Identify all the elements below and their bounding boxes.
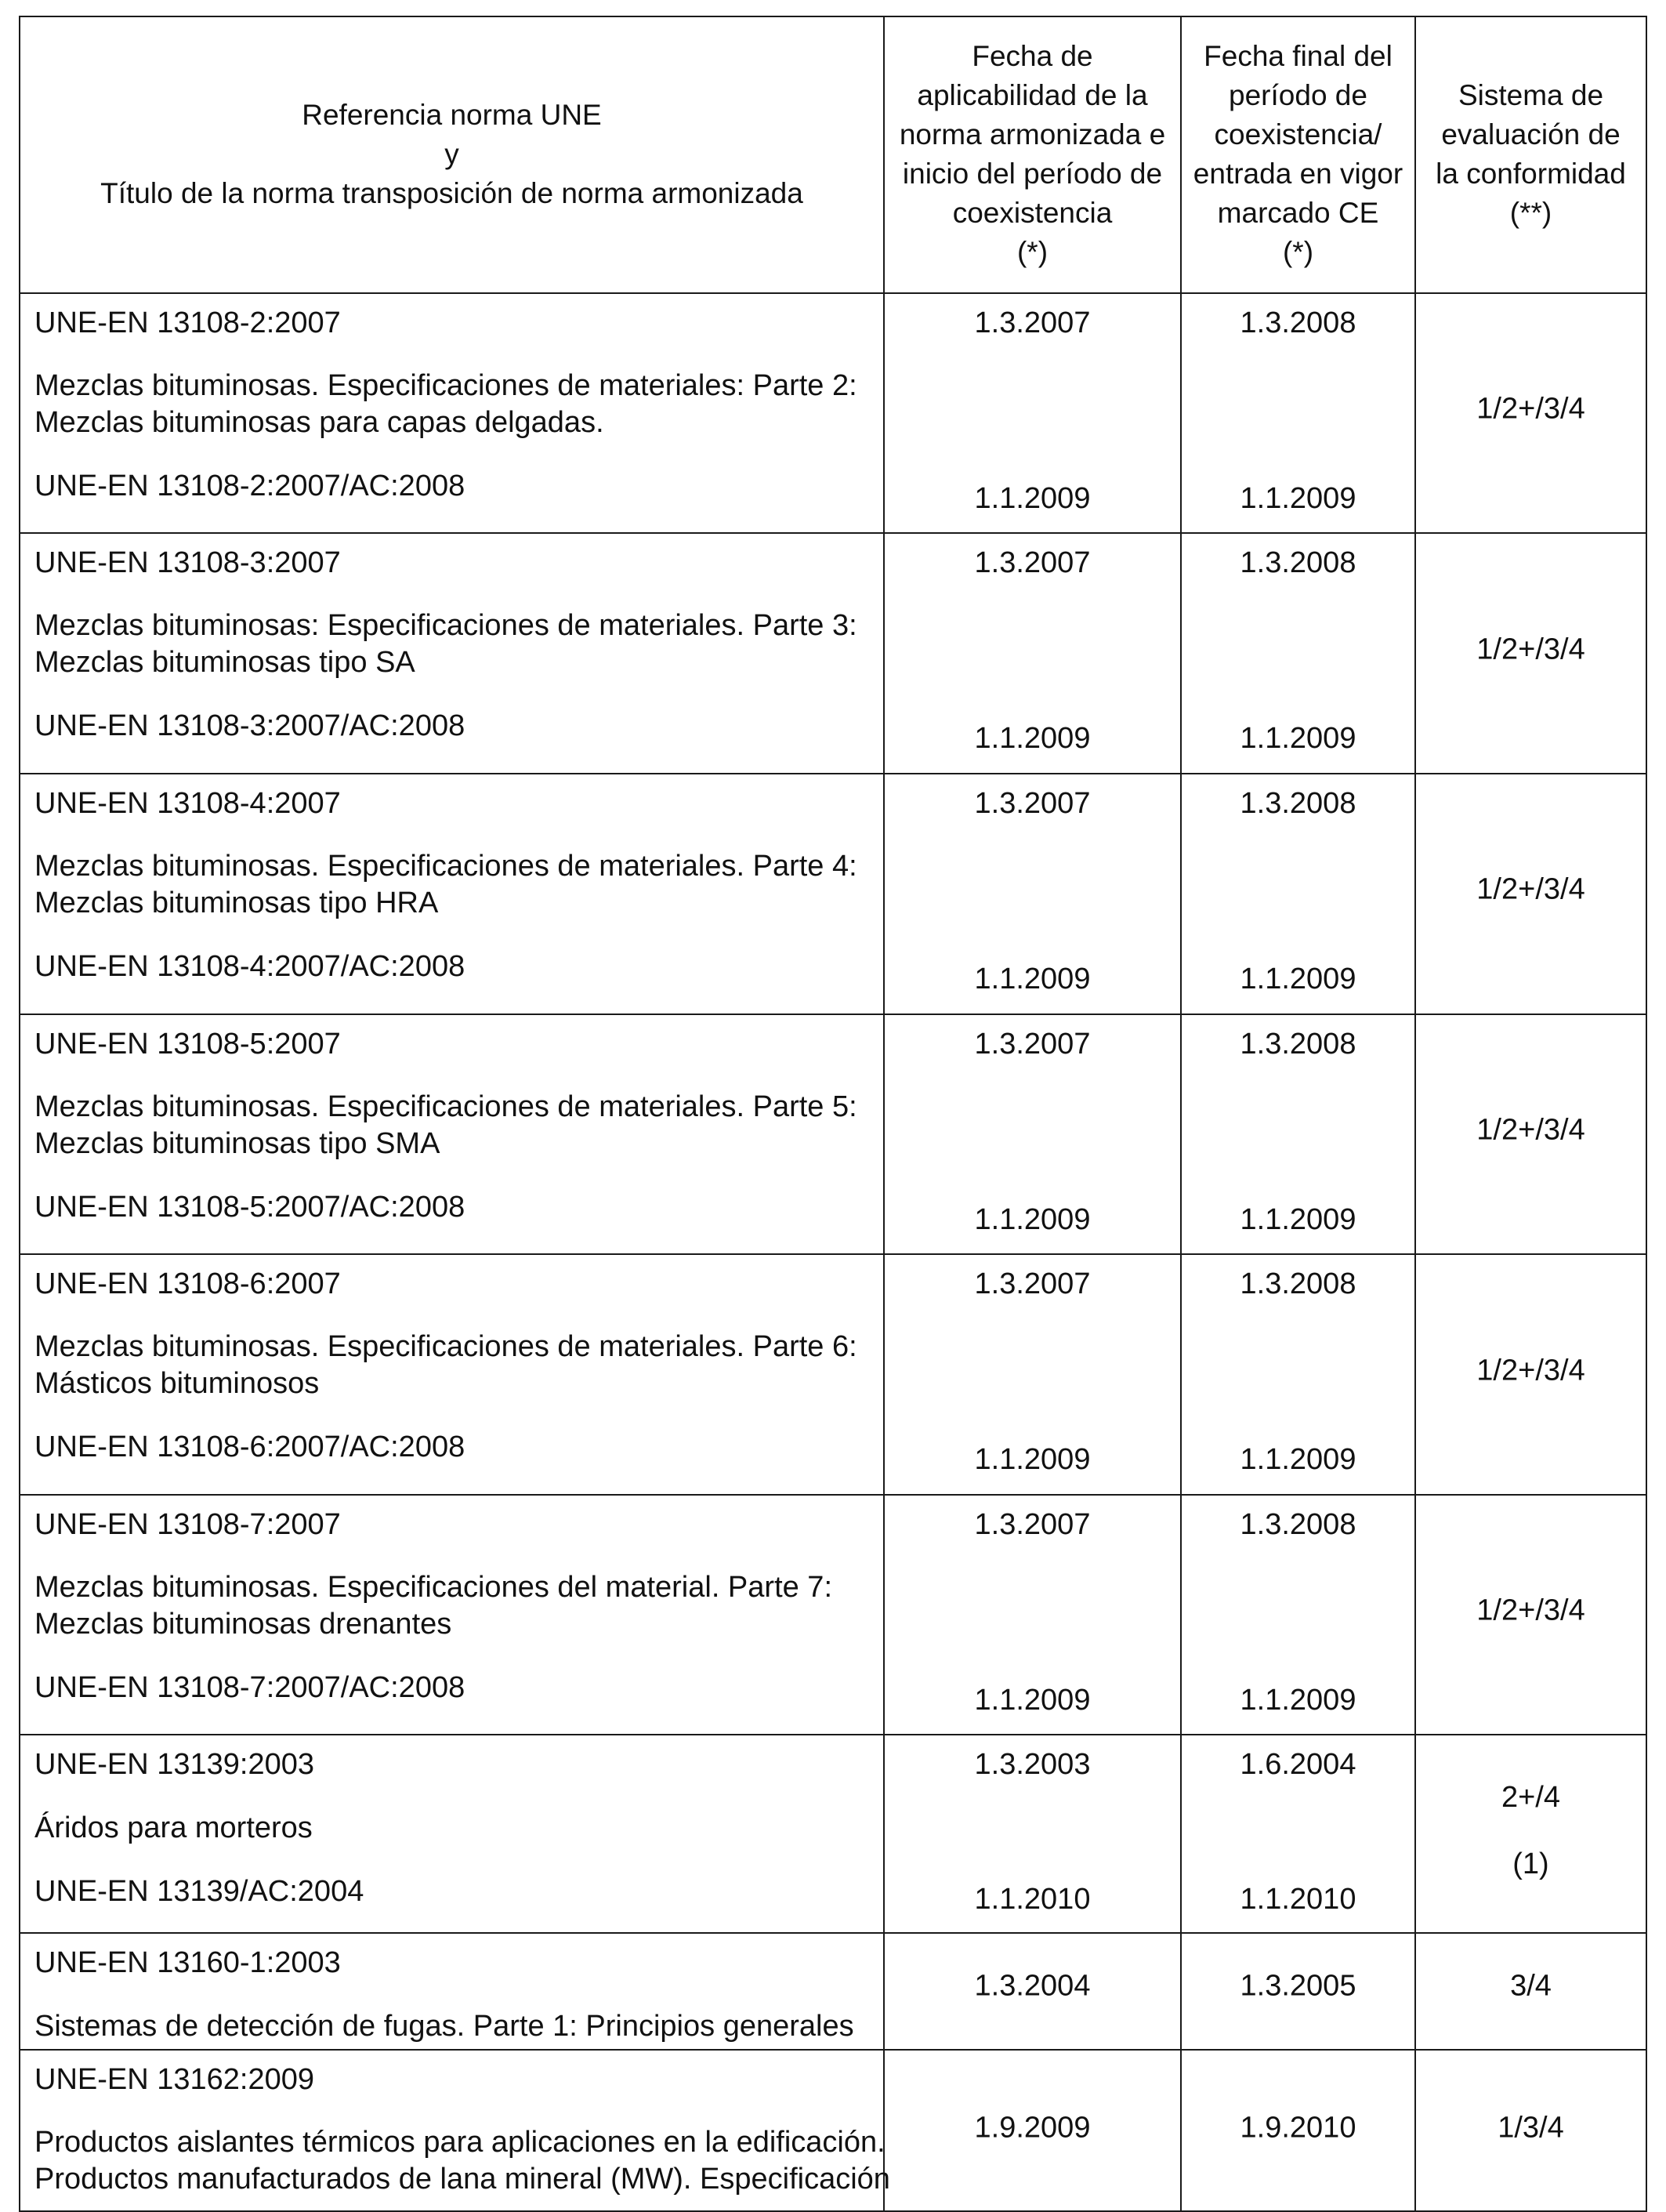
applicability-date: 1.3.2007 — [974, 786, 1091, 820]
date-wrap — [1182, 774, 1414, 1006]
header-text: Sistema de — [1458, 79, 1604, 112]
reference-cell — [20, 1014, 884, 1255]
standard-reference: UNE-EN 13160-1:2003 — [34, 1945, 341, 1979]
end-date: 1.3.2008 — [1240, 1507, 1356, 1541]
header-text: marcado CE — [1217, 197, 1379, 230]
standard-title-line: Mezclas bituminosas. Especificaciones de materiales. Parte 6: — [34, 1330, 857, 1364]
standard-title-line: Productos aislantes térmicos para aplicaciones en la edificación. — [34, 2125, 886, 2159]
system-stack — [1416, 391, 1646, 428]
standard-reference: UNE-EN 13108-3:2007 — [34, 546, 341, 580]
amendment-applicability-date: 1.1.2009 — [974, 1443, 1091, 1477]
system-wrap — [1416, 1735, 1646, 1926]
date-wrap — [1182, 1496, 1414, 1727]
end-date-cell — [1181, 533, 1415, 774]
date-wrap — [885, 534, 1180, 765]
conformity-system: 1/2+/3/4 — [1476, 1354, 1585, 1387]
system-wrap — [1416, 1015, 1646, 1246]
applicability-date-cell — [884, 1014, 1181, 1255]
standard-title-line: Mezclas bituminosas. Especificaciones de materiales: Parte 2: — [34, 368, 857, 402]
reference-cell — [20, 293, 884, 534]
standard-title — [20, 1810, 883, 1847]
conformity-system-cell — [1415, 774, 1646, 1014]
date-wrap — [885, 2051, 1180, 2206]
reference-cell — [20, 774, 884, 1014]
header-text: Referencia norma UNE — [302, 99, 602, 132]
system-stack — [1416, 1593, 1646, 1630]
reference-stack — [20, 1255, 883, 1466]
amendment-reference: UNE-EN 13108-7:2007/AC:2008 — [34, 1670, 465, 1704]
date-wrap — [885, 294, 1180, 525]
date-wrap — [885, 774, 1180, 1006]
standard-title-line: Sistemas de detección de fugas. Parte 1: Principios generales — [34, 2009, 854, 2043]
header-text: evaluación de — [1441, 118, 1621, 151]
standard-title — [20, 1329, 883, 1402]
standard-reference: UNE-EN 13108-2:2007 — [34, 306, 341, 339]
system-wrap — [1416, 1255, 1646, 1486]
table-row — [20, 2050, 1646, 2212]
header-text: y — [444, 138, 459, 171]
reference-cell — [20, 1735, 884, 1933]
header-reference — [20, 16, 884, 293]
conformity-system: 1/2+/3/4 — [1476, 1594, 1585, 1627]
header-text: entrada en vigor — [1193, 158, 1403, 190]
standard-title — [20, 1569, 883, 1643]
conformity-system-cell — [1415, 1254, 1646, 1495]
table-row — [20, 533, 1646, 774]
system-stack — [1416, 1112, 1646, 1149]
standard-title-line: Mezclas bituminosas tipo HRA — [34, 886, 439, 919]
date-wrap — [1182, 1934, 1414, 2039]
reference-cell — [20, 2050, 890, 2212]
conformity-system-cell — [1415, 2050, 1646, 2212]
conformity-system-cell — [1415, 1933, 1646, 2050]
applicability-date-cell — [884, 1735, 1181, 1933]
amendment-applicability-date: 1.1.2010 — [974, 1883, 1091, 1916]
end-date-cell — [1181, 293, 1415, 534]
end-date-cell — [1181, 1014, 1415, 1255]
amendment-end-date: 1.1.2010 — [1240, 1883, 1356, 1916]
reference-stack — [20, 1496, 883, 1706]
end-date-cell — [1181, 1735, 1415, 1933]
amendment-end-date: 1.1.2009 — [1240, 1443, 1356, 1477]
reference-cell — [20, 533, 884, 774]
reference-stack — [20, 1015, 883, 1226]
date-wrap — [885, 1015, 1180, 1246]
system-wrap — [1416, 534, 1646, 765]
conformity-system: (1) — [1512, 1847, 1549, 1880]
standard-reference: UNE-EN 13139:2003 — [34, 1748, 314, 1782]
applicability-date-cell — [884, 1495, 1181, 1735]
amendment-end-date: 1.1.2009 — [1240, 722, 1356, 756]
standard-title-line: Másticos bituminosos — [34, 1367, 320, 1401]
system-stack — [1416, 2109, 1646, 2146]
end-date-cell — [1181, 2050, 1415, 2212]
conformity-system-cell — [1415, 293, 1646, 534]
standard-title — [20, 2124, 890, 2198]
reference-stack — [20, 1934, 883, 2045]
standard-title — [20, 368, 883, 441]
table-row — [20, 293, 1646, 534]
amendment-applicability-date: 1.1.2009 — [974, 962, 1091, 995]
standard-title-line: Mezclas bituminosas. Especificaciones de materiales. Parte 4: — [34, 849, 857, 883]
amendment-end-date: 1.1.2009 — [1240, 1683, 1356, 1717]
conformity-system: 1/2+/3/4 — [1476, 1113, 1585, 1147]
conformity-system: 1/3/4 — [1498, 2111, 1564, 2144]
amendment-end-date: 1.1.2009 — [1240, 481, 1356, 515]
header-text: (*) — [1282, 236, 1314, 269]
header-end-date — [1181, 16, 1415, 293]
table-row — [20, 1254, 1646, 1495]
end-date: 1.3.2008 — [1240, 1027, 1356, 1061]
header-conformity-system — [1415, 16, 1646, 293]
amendment-applicability-date: 1.1.2009 — [974, 1683, 1091, 1717]
standard-title-line: Mezclas bituminosas: Especificaciones de materiales. Parte 3: — [34, 609, 857, 643]
end-date-cell — [1181, 1495, 1415, 1735]
header-text: (*) — [1016, 236, 1048, 269]
applicability-date: 1.3.2004 — [974, 1969, 1091, 2003]
amendment-reference: UNE-EN 13108-3:2007/AC:2008 — [34, 709, 465, 743]
date-wrap — [1182, 2051, 1414, 2206]
date-wrap — [1182, 294, 1414, 525]
standard-title-line: Mezclas bituminosas. Especificaciones de materiales. Parte 5: — [34, 1090, 857, 1123]
date-wrap — [1182, 1015, 1414, 1246]
standard-title-line: Mezclas bituminosas tipo SMA — [34, 1126, 440, 1160]
header-text: la conformidad — [1436, 158, 1626, 190]
conformity-system-cell — [1415, 1735, 1646, 1933]
table-row — [20, 1495, 1646, 1735]
amendment-applicability-date: 1.1.2009 — [974, 1202, 1091, 1236]
date-wrap — [885, 1496, 1180, 1727]
end-date-cell — [1181, 774, 1415, 1014]
end-date: 1.3.2008 — [1240, 1267, 1356, 1301]
header-text: norma armonizada e — [899, 118, 1166, 151]
applicability-date: 1.3.2007 — [974, 1267, 1091, 1301]
date-wrap — [885, 1255, 1180, 1486]
end-date: 1.3.2008 — [1240, 546, 1356, 580]
reference-stack — [20, 774, 883, 985]
header-text: Fecha de — [972, 40, 1093, 73]
standard-title-line: Áridos para morteros — [34, 1811, 313, 1845]
header-text: período de — [1229, 79, 1367, 112]
date-wrap — [885, 1934, 1180, 2039]
date-wrap — [1182, 1735, 1414, 1926]
standard-title-line: Mezclas bituminosas para capas delgadas. — [34, 405, 604, 439]
amendment-applicability-date: 1.1.2009 — [974, 481, 1091, 515]
applicability-date: 1.3.2007 — [974, 1507, 1091, 1541]
header-text: aplicabilidad de la — [917, 79, 1148, 112]
reference-cell — [20, 1933, 884, 2050]
reference-stack — [20, 294, 883, 505]
date-wrap — [1182, 534, 1414, 765]
system-stack — [1416, 1779, 1646, 1883]
conformity-system-cell — [1415, 1014, 1646, 1255]
conformity-system: 1/2+/3/4 — [1476, 633, 1585, 666]
reference-stack — [20, 534, 883, 745]
header-row — [20, 16, 1646, 293]
applicability-date: 1.3.2007 — [974, 546, 1091, 580]
table-row — [20, 1735, 1646, 1933]
end-date-cell — [1181, 1933, 1415, 2050]
standard-reference: UNE-EN 13108-7:2007 — [34, 1507, 341, 1541]
table-row — [20, 1933, 1646, 2050]
system-wrap — [1416, 294, 1646, 525]
header-text: coexistencia/ — [1214, 118, 1382, 151]
system-wrap — [1416, 2051, 1646, 2206]
table-row — [20, 774, 1646, 1014]
amendment-reference: UNE-EN 13108-5:2007/AC:2008 — [34, 1190, 465, 1224]
system-stack — [1416, 1967, 1646, 2004]
date-wrap — [1182, 1255, 1414, 1486]
standard-title-line: Mezclas bituminosas drenantes — [34, 1607, 452, 1641]
amendment-reference: UNE-EN 13108-4:2007/AC:2008 — [34, 949, 465, 983]
applicability-date-cell — [884, 2050, 1181, 2212]
applicability-date-cell — [884, 1254, 1181, 1495]
standards-table — [19, 16, 1647, 2212]
table-row — [20, 1014, 1646, 1255]
system-wrap — [1416, 1934, 1646, 2039]
standard-title-line: Productos manufacturados de lana mineral (MW). Especificación — [34, 2162, 890, 2196]
header-text: (**) — [1509, 197, 1552, 230]
end-date: 1.9.2010 — [1240, 2111, 1356, 2144]
conformity-system: 1/2+/3/4 — [1476, 392, 1585, 426]
standard-title — [20, 607, 883, 681]
conformity-system: 2+/4 — [1501, 1780, 1561, 1814]
applicability-date: 1.3.2003 — [974, 1748, 1091, 1782]
applicability-date-cell — [884, 774, 1181, 1014]
standard-title — [20, 848, 883, 922]
conformity-system: 1/2+/3/4 — [1476, 872, 1585, 906]
applicability-date-cell — [884, 293, 1181, 534]
conformity-system-cell — [1415, 1495, 1646, 1735]
reference-stack — [20, 1735, 883, 1910]
end-date-cell — [1181, 1254, 1415, 1495]
header-text: Título de la norma transposición de norma armonizada — [100, 177, 803, 210]
date-wrap — [885, 1735, 1180, 1926]
standard-title — [20, 1089, 883, 1162]
table-body — [20, 293, 1646, 2211]
standard-title-line: Mezclas bituminosas. Especificaciones del material. Parte 7: — [34, 1570, 833, 1604]
header-applicability-date — [884, 16, 1181, 293]
standard-reference: UNE-EN 13108-6:2007 — [34, 1267, 341, 1301]
conformity-system-cell — [1415, 533, 1646, 774]
applicability-date: 1.9.2009 — [974, 2111, 1091, 2144]
amendment-reference: UNE-EN 13108-2:2007/AC:2008 — [34, 469, 465, 502]
reference-cell — [20, 1254, 884, 1495]
end-date: 1.3.2008 — [1240, 786, 1356, 820]
amendment-end-date: 1.1.2009 — [1240, 1202, 1356, 1236]
system-stack — [1416, 1352, 1646, 1389]
applicability-date: 1.3.2007 — [974, 1027, 1091, 1061]
system-wrap — [1416, 1496, 1646, 1727]
system-stack — [1416, 631, 1646, 668]
applicability-date: 1.3.2007 — [974, 306, 1091, 339]
header-text: Fecha final del — [1204, 40, 1393, 73]
end-date: 1.3.2005 — [1240, 1969, 1356, 2003]
applicability-date-cell — [884, 1933, 1181, 2050]
reference-stack — [20, 2051, 890, 2198]
amendment-reference: UNE-EN 13108-6:2007/AC:2008 — [34, 1431, 465, 1464]
header-text: inicio del período de — [902, 158, 1163, 190]
standard-title-line: Mezclas bituminosas tipo SA — [34, 646, 415, 680]
conformity-system: 3/4 — [1510, 1969, 1552, 2003]
applicability-date-cell — [884, 533, 1181, 774]
system-stack — [1416, 872, 1646, 908]
system-wrap — [1416, 774, 1646, 1006]
amendment-applicability-date: 1.1.2009 — [974, 722, 1091, 756]
standard-reference: UNE-EN 13108-5:2007 — [34, 1027, 341, 1061]
end-date: 1.3.2008 — [1240, 306, 1356, 339]
amendment-reference: UNE-EN 13139/AC:2004 — [34, 1875, 364, 1909]
reference-cell — [20, 1495, 884, 1735]
standard-reference: UNE-EN 13108-4:2007 — [34, 786, 341, 820]
amendment-end-date: 1.1.2009 — [1240, 962, 1356, 995]
header-text: coexistencia — [952, 197, 1113, 230]
standard-reference: UNE-EN 13162:2009 — [34, 2062, 314, 2096]
end-date: 1.6.2004 — [1240, 1748, 1356, 1782]
standard-title — [20, 2008, 883, 2045]
